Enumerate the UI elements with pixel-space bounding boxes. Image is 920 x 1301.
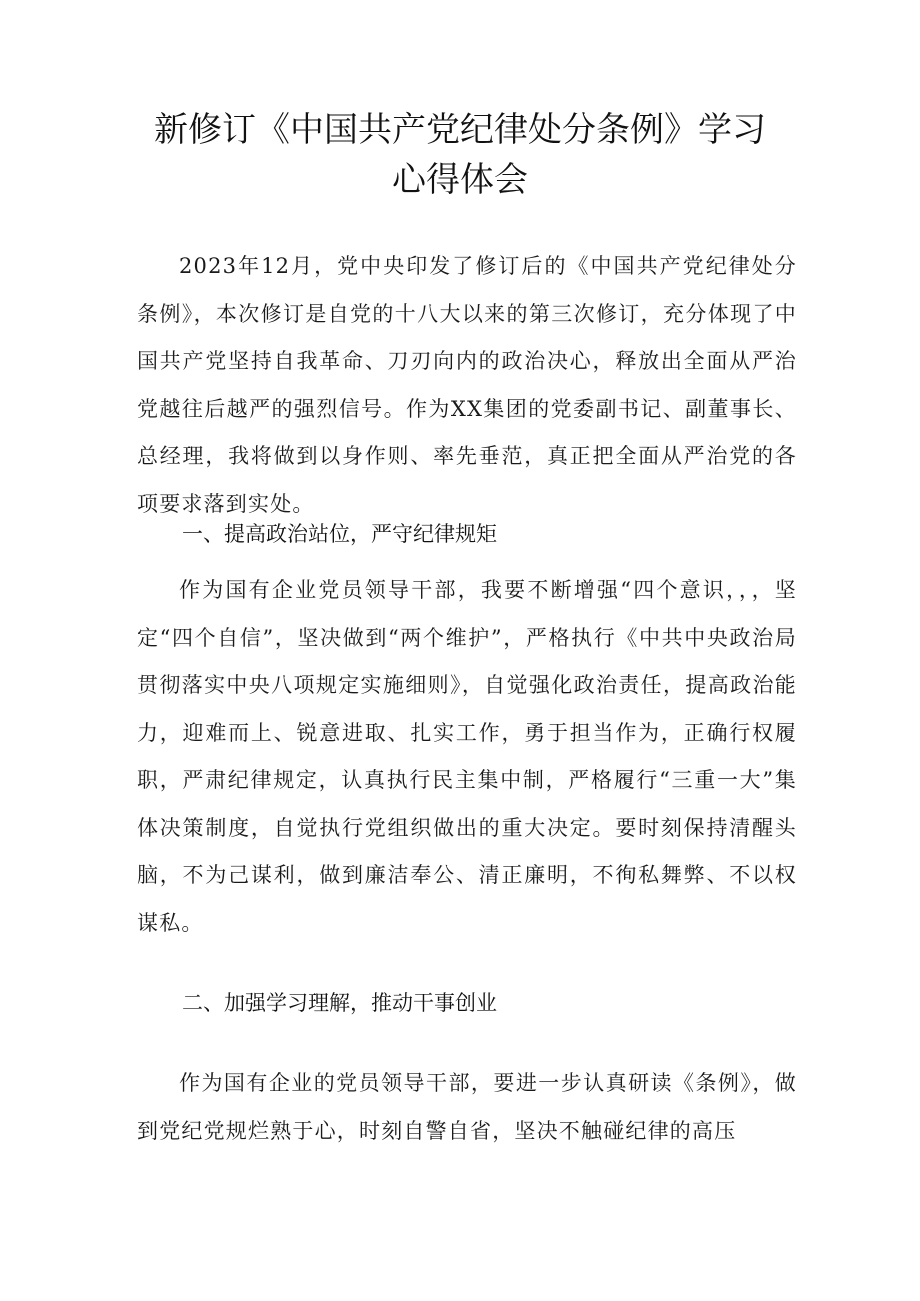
section-heading-2: 二、加强学习理解，推动干事创业 — [182, 991, 497, 1015]
intro-paragraph: 2023年12月，党中央印发了修订后的《中国共产党纪律处分条例》，本次修订是自党的十八大以来的第三次修订，充分体现了中国共产党坚持自我革命、刀刃向内的政治决心，释放出全面从严治党越往后越严的强烈信号。作为XX集团的党委副书记、副董事长、总经理，我将做到以身作则、率先垂范，真正把全面从严治党的各项要求落到实处。 — [137, 254, 797, 516]
section-heading-1: 一、提高政治站位，严守纪律规矩 — [182, 522, 497, 546]
section-1-paragraph: 作为国有企业党员领导干部，我要不断增强“四个意识，，，坚定“四个自信”，坚决做到“两个维护”，严格执行《中共中央政治局贯彻落实中央八项规定实施细则》，自觉强化政治责任，提高政治能力，迎难而上、锐意进取、扎实工作，勇于担当作为，正确行权履职，严肃纪律规定，认真执行民主集中制，严格履行“三重一大”集体决策制度，自觉执行党组织做出的重大决定。要时刻保持清醒头脑，不为己谋利，做到廉洁奉公、清正廉明，不徇私舞弊、不以权谋私。 — [137, 578, 797, 935]
document-title-line1: 新修订《中国共产党纪律处分条例》学习 — [154, 110, 766, 150]
document-title-line2: 心得体会 — [392, 160, 528, 200]
section-2-paragraph: 作为国有企业的党员领导干部，要进一步认真研读《条例》，做到党纪党规烂熟于心，时刻自警自省，坚决不触碰纪律的高压 — [137, 1071, 797, 1143]
